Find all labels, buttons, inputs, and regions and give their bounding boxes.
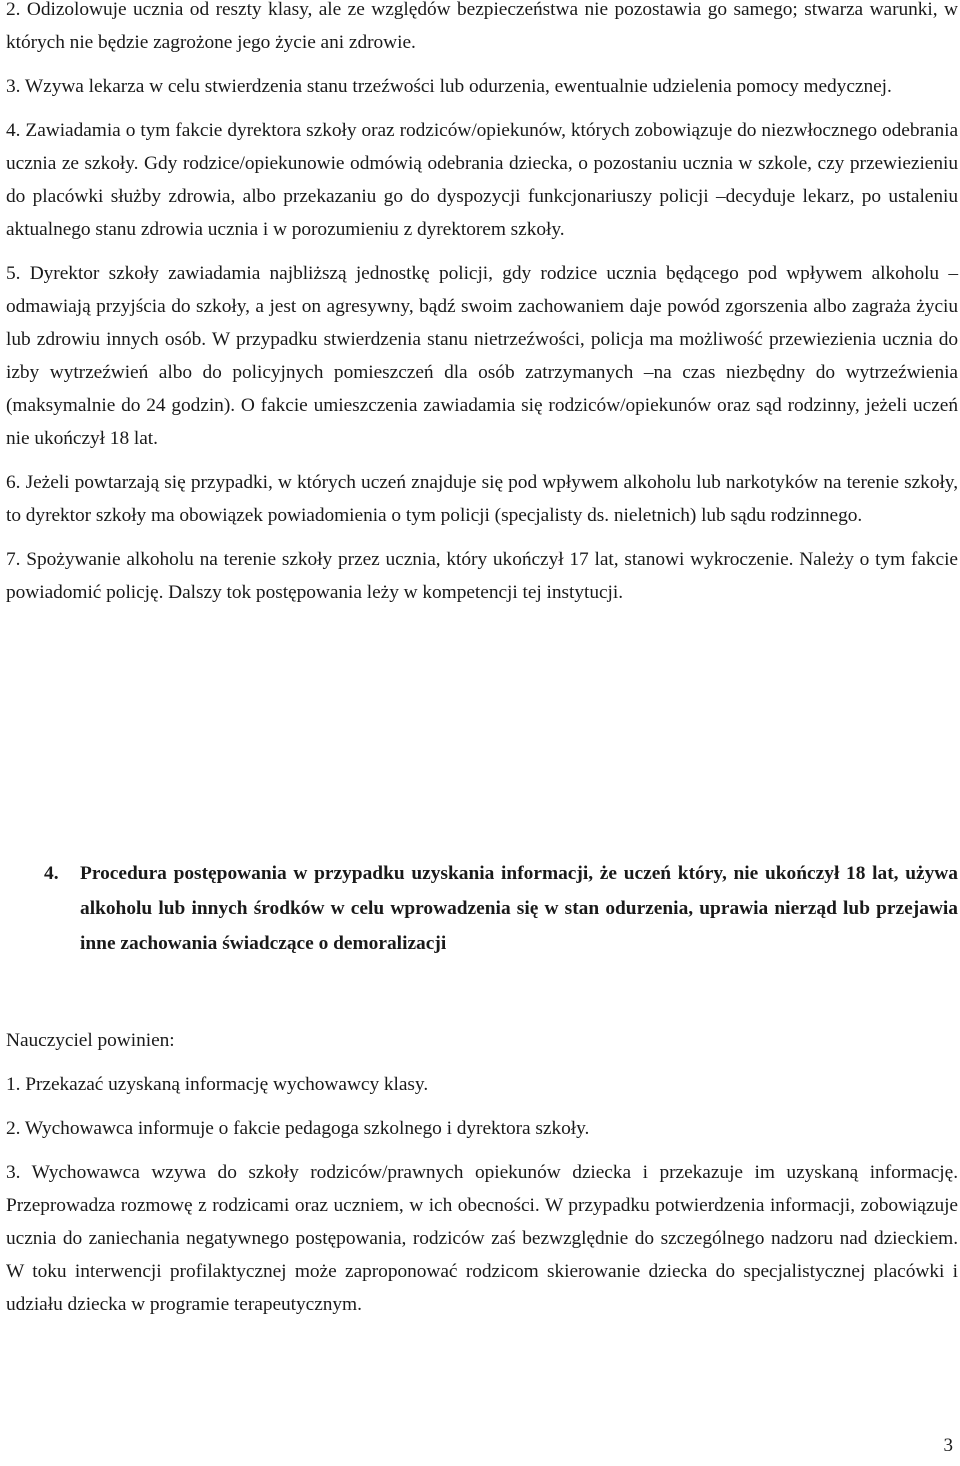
- teacher-procedure: [0, 1024, 958, 1321]
- step-2: 2. Odizolowuje ucznia od reszty klasy, ale ze względów bezpieczeństwa nie pozostawia go samego; stwarza warunki, w których nie będzie zagrożone jego życie ani zdrowie.: [6, 0, 958, 53]
- step-6: 6. Jeżeli powtarzają się przypadki, w których uczeń znajduje się pod wpływem alkoholu lub narkotyków na terenie szkoły, to dyrektor szkoły ma obowiązek powiadomienia o tym policji (specjalisty ds. nieletnich) lub sądu rodzinnego.: [6, 472, 958, 526]
- section-heading-number: 4.: [44, 863, 59, 884]
- procedure-steps-continued: [0, 0, 958, 609]
- teacher-step-1: 1. Przekazać uzyskaną informację wychowawcy klasy.: [6, 1074, 429, 1095]
- teacher-intro: Nauczyciel powinien:: [6, 1030, 175, 1051]
- teacher-step-3: 3. Wychowawca wzywa do szkoły rodziców/prawnych opiekunów dziecka i przekazuje im uzyskaną informację. Przeprowadza rozmowę z rodzicami oraz uczniem, w ich obecności. W przypadku potwierdzenia informacji, zobowiązuje ucznia do zaniechania negatywnego postępowania, rodziców zaś bezwzględnie do szczególnego nadzoru nad dzieckiem. W toku interwencji profilaktycznej może zaproponować rodzicom skierowanie dziecka do specjalistycznej placówki i udziału dziecka w programie terapeutycznym.: [6, 1162, 958, 1315]
- page-number: 3: [943, 1435, 953, 1456]
- step-4: 4. Zawiadamia o tym fakcie dyrektora szkoły oraz rodziców/opiekunów, których zobowiązuje do niezwłocznego odebrania ucznia ze szkoły. Gdy rodzice/opiekunowie odmówią odebrania dziecka, o pozostaniu ucznia w szkole, czy przewiezieniu do placówki służby zdrowia, albo przekazaniu go do dyspozycji funkcjonariuszy policji –decyduje lekarz, po ustaleniu aktualnego stanu zdrowia ucznia i w porozumieniu z dyrektorem szkoły.: [6, 120, 958, 240]
- section-heading: [44, 856, 958, 961]
- section-heading-title: Procedura postępowania w przypadku uzyskania informacji, że uczeń który, nie ukończył 18 lat, używa alkoholu lub innych środków w celu wprowadzenia się w stan odurzenia, uprawia nierząd lub przejawia inne zachowania świadczące o demoralizacji: [80, 863, 958, 954]
- step-5: 5. Dyrektor szkoły zawiadamia najbliższą jednostkę policji, gdy rodzice ucznia będącego pod wpływem alkoholu –odmawiają przyjścia do szkoły, a jest on agresywny, bądź swoim zachowaniem daje powód zgorszenia albo zagraża życiu lub zdrowiu innych osób. W przypadku stwierdzenia stanu nietrzeźwości, policja ma możliwość przewiezienia ucznia do izby wytrzeźwień albo do policyjnych pomieszczeń dla osób zatrzymanych –na czas niezbędny do wytrzeźwienia (maksymalnie do 24 godzin). O fakcie umieszczenia zawiadamia się rodziców/opiekunów oraz sąd rodzinny, jeżeli uczeń nie ukończył 18 lat.: [6, 263, 958, 449]
- teacher-step-2: 2. Wychowawca informuje o fakcie pedagoga szkolnego i dyrektora szkoły.: [6, 1118, 590, 1139]
- step-3: 3. Wzywa lekarza w celu stwierdzenia stanu trzeźwości lub odurzenia, ewentualnie udzielenia pomocy medycznej.: [6, 76, 892, 97]
- step-7: 7. Spożywanie alkoholu na terenie szkoły przez ucznia, który ukończył 17 lat, stanowi wykroczenie. Należy o tym fakcie powiadomić policję. Dalszy tok postępowania leży w kompetencji tej instytucji.: [6, 549, 958, 603]
